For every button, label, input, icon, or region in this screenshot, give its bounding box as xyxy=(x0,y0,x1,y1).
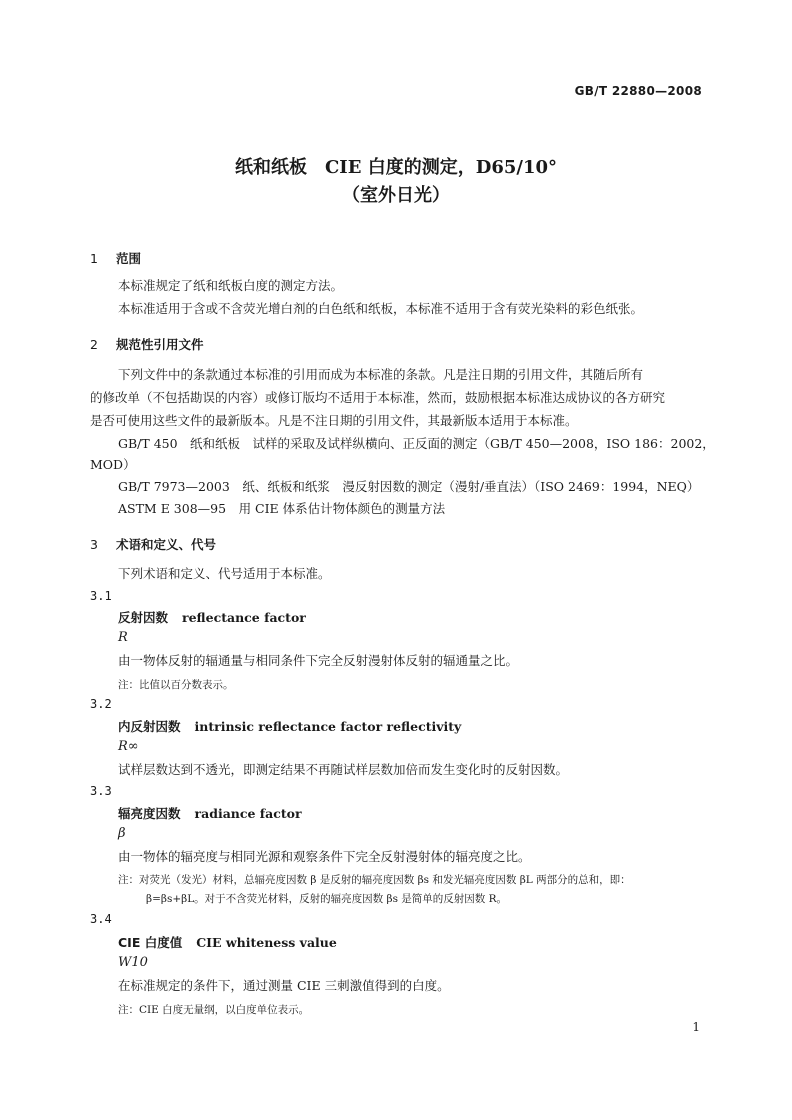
term-symbol: W10 xyxy=(118,955,148,970)
paragraph: 下列术语和定义、代号适用于本标准。 xyxy=(118,566,331,581)
page-number: 1 xyxy=(692,1020,700,1034)
section-number: 3 xyxy=(90,537,98,552)
term-heading xyxy=(118,608,306,626)
section-number: 1 xyxy=(90,251,98,266)
term-en: radiance factor xyxy=(194,806,302,821)
section-title: 规范性引用文件 xyxy=(116,337,204,352)
term-note-continuation: β=βs+βL。对于不含荧光材料，反射的辐亮度因数 βs 是简单的反射因数 R。 xyxy=(146,893,508,905)
document-subtitle: （室外日光） xyxy=(342,185,450,206)
term-definition: 在标准规定的条件下，通过测量 CIE 三刺激值得到的白度。 xyxy=(118,978,450,993)
term-definition: 试样层数达到不透光，即测定结果不再随试样层数加倍而发生变化时的反射因数。 xyxy=(118,762,569,777)
section-title: 术语和定义、代号 xyxy=(116,537,217,552)
paragraph-line: 是否可使用这些文件的最新版本。凡是不注日期的引用文件，其最新版本适用于本标准。 xyxy=(90,413,578,428)
term-symbol: R∞ xyxy=(118,739,139,754)
term-note: 注：比值以百分数表示。 xyxy=(118,679,234,691)
paragraph: 本标准规定了纸和纸板白度的测定方法。 xyxy=(118,278,344,293)
section-heading xyxy=(90,535,216,553)
term-en: intrinsic reflectance factor reflectivity xyxy=(194,719,462,734)
reference-item: GB/T 450 纸和纸板 试样的采取及试样纵横向、正反面的测定（GB/T 450—2008，ISO 186：2002， xyxy=(118,436,715,451)
section-title: 范围 xyxy=(116,251,142,266)
term-definition: 由一物体反射的辐通量与相同条件下完全反射漫射体反射的辐通量之比。 xyxy=(118,653,519,668)
term-symbol: β xyxy=(118,826,126,841)
term-en: reflectance factor xyxy=(182,610,306,625)
document-title: 纸和纸板 CIE 白度的测定，D65/10° xyxy=(234,157,557,178)
paragraph-line: 下列文件中的条款通过本标准的引用而成为本标准的条款。凡是注日期的引用文件，其随后所有 xyxy=(118,367,644,382)
section-heading xyxy=(90,335,204,353)
clause-number: 3.2 xyxy=(90,697,112,711)
term-definition: 由一物体的辐亮度与相同光源和观察条件下完全反射漫射体的辐亮度之比。 xyxy=(118,849,531,864)
term-heading xyxy=(118,933,337,951)
term-heading xyxy=(118,717,461,735)
paragraph: 本标准适用于含或不含荧光增白剂的白色纸和纸板，本标准不适用于含有荧光染料的彩色纸张。 xyxy=(118,301,644,316)
term-en: CIE whiteness value xyxy=(196,935,337,950)
section-heading xyxy=(90,249,141,267)
term-zh: 内反射因数 xyxy=(118,719,181,734)
reference-item: GB/T 7973—2003 纸、纸板和纸浆 漫反射因数的测定（漫射/垂直法）（ISO 2469：1994，NEQ） xyxy=(118,479,700,494)
clause-number: 3.3 xyxy=(90,784,112,798)
section-number: 2 xyxy=(90,337,98,352)
clause-number: 3.1 xyxy=(90,589,112,603)
clause-number: 3.4 xyxy=(90,912,112,926)
term-note: 注：对荧光（发光）材料，总辐亮度因数 β 是反射的辐亮度因数 βs 和发光辐亮度因数 βL 两部分的总和，即： xyxy=(118,874,631,886)
standard-code: GB/T 22880—2008 xyxy=(574,84,702,98)
term-zh: CIE 白度值 xyxy=(118,935,183,950)
term-note: 注：CIE 白度无量纲，以白度单位表示。 xyxy=(118,1004,310,1016)
paragraph-line: 的修改单（不包括勘误的内容）或修订版均不适用于本标准，然而，鼓励根据本标准达成协议的各方研究 xyxy=(90,390,666,405)
term-symbol: R xyxy=(118,630,128,645)
reference-item-continuation: MOD） xyxy=(90,457,136,472)
term-zh: 辐亮度因数 xyxy=(118,806,181,821)
term-heading xyxy=(118,804,302,822)
reference-item: ASTM E 308—95 用 CIE 体系估计物体颜色的测量方法 xyxy=(118,501,446,516)
term-zh: 反射因数 xyxy=(118,610,169,625)
